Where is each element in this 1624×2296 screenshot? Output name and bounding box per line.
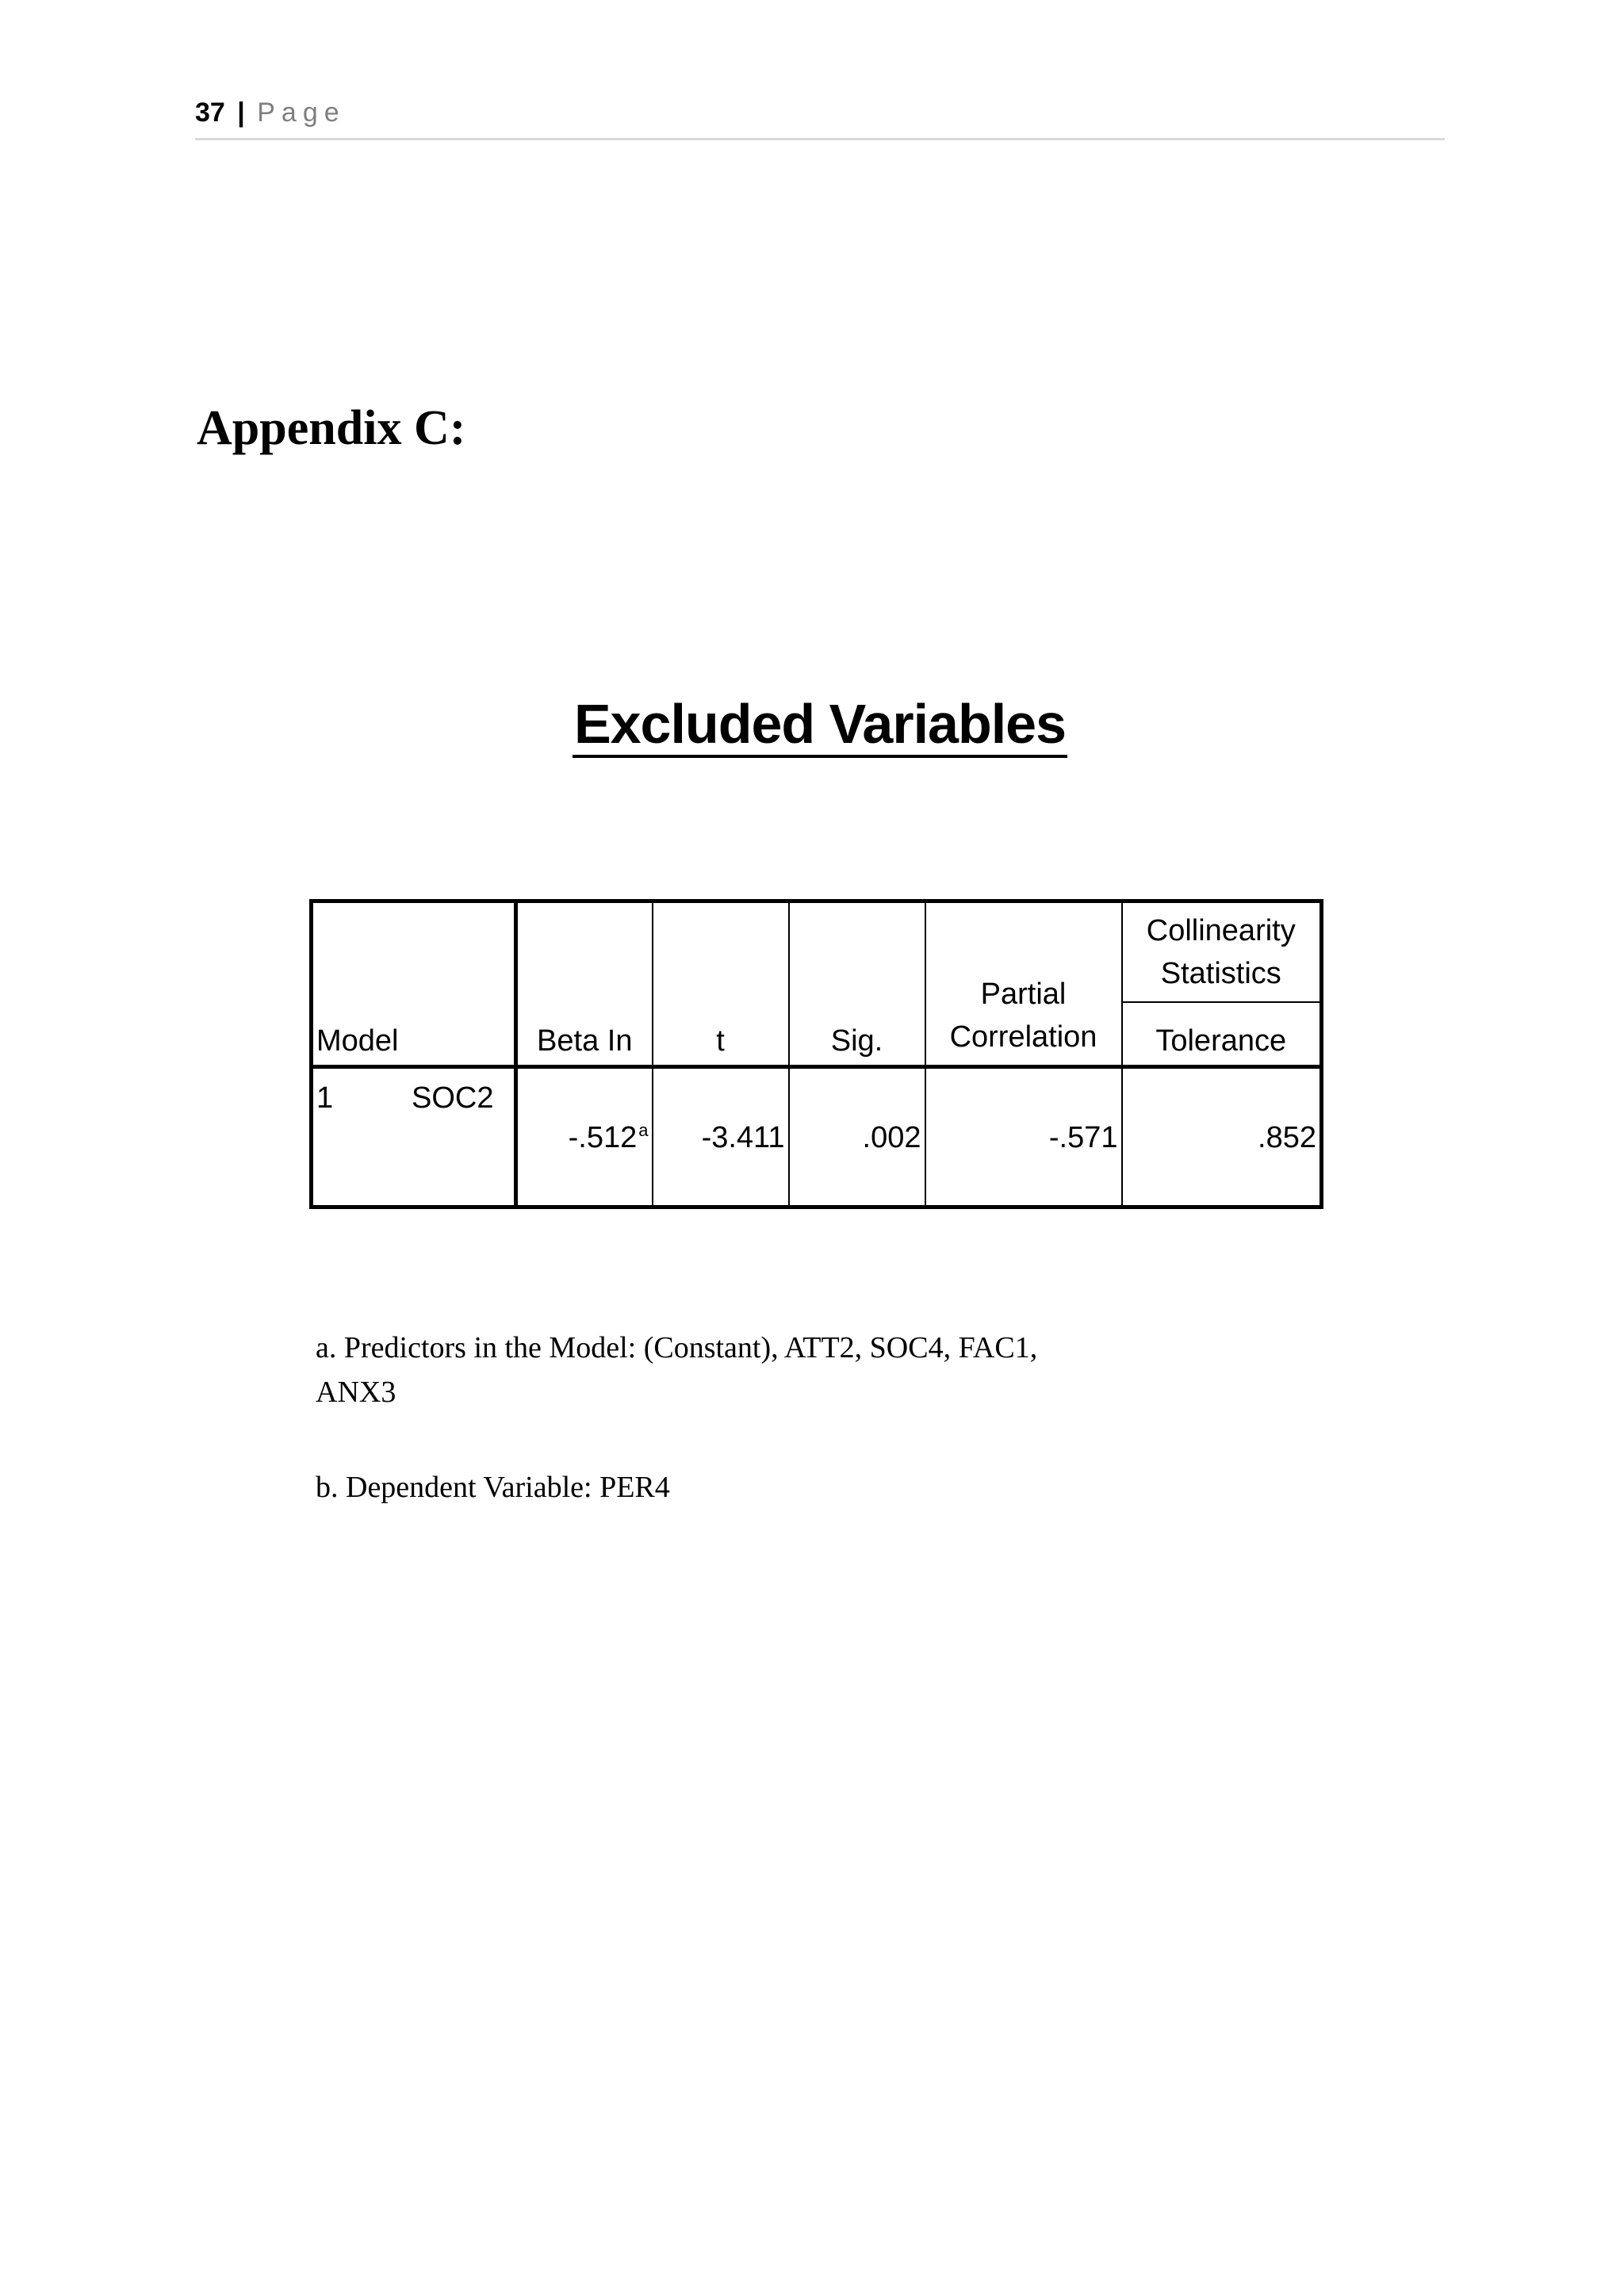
model-variable: SOC2: [412, 1081, 494, 1115]
beta-in-value: -.512: [568, 1121, 638, 1154]
page-label: Page: [257, 98, 346, 128]
excluded-variables-table: [309, 899, 1323, 1209]
header-tolerance: Tolerance: [1155, 1024, 1287, 1058]
header-partial-correlation: [925, 901, 1122, 1067]
page-header: [195, 94, 1445, 140]
header-model: Model: [312, 901, 516, 1067]
tolerance-cell: .852: [1122, 1067, 1322, 1207]
page-number: 37: [195, 98, 225, 128]
table-title-text: Excluded Variables: [573, 693, 1067, 758]
table-header-row: [312, 901, 1322, 1003]
t-cell: -3.411: [653, 1067, 789, 1207]
table-row: [312, 1067, 1322, 1207]
model-number: 1: [316, 1081, 334, 1115]
model-cell: [312, 1067, 516, 1207]
sig-cell: .002: [789, 1067, 925, 1207]
appendix-heading: Appendix C:: [197, 401, 466, 455]
header-sig: Sig.: [789, 901, 925, 1067]
table-title: [0, 688, 1624, 760]
footnote-a: a. Predictors in the Model: (Constant), ATT2, SOC4, FAC1, ANX3: [316, 1331, 1038, 1409]
header-beta-in: Beta In: [516, 901, 653, 1067]
header-partial-line2: Correlation: [949, 1020, 1097, 1054]
header-partial-line1: Partial: [980, 978, 1067, 1011]
beta-in-cell: [516, 1067, 653, 1207]
header-separator: |: [237, 98, 245, 128]
footnote-b: b. Dependent Variable: PER4: [316, 1471, 670, 1504]
beta-in-footnote-marker: a: [638, 1120, 649, 1140]
partial-correlation-cell: -.571: [925, 1067, 1122, 1207]
header-collinearity-line2: Statistics: [1160, 957, 1281, 990]
header-collinearity-statistics: [1122, 901, 1322, 1003]
header-collinearity-line1: Collinearity: [1146, 914, 1296, 947]
header-t: t: [653, 901, 789, 1067]
